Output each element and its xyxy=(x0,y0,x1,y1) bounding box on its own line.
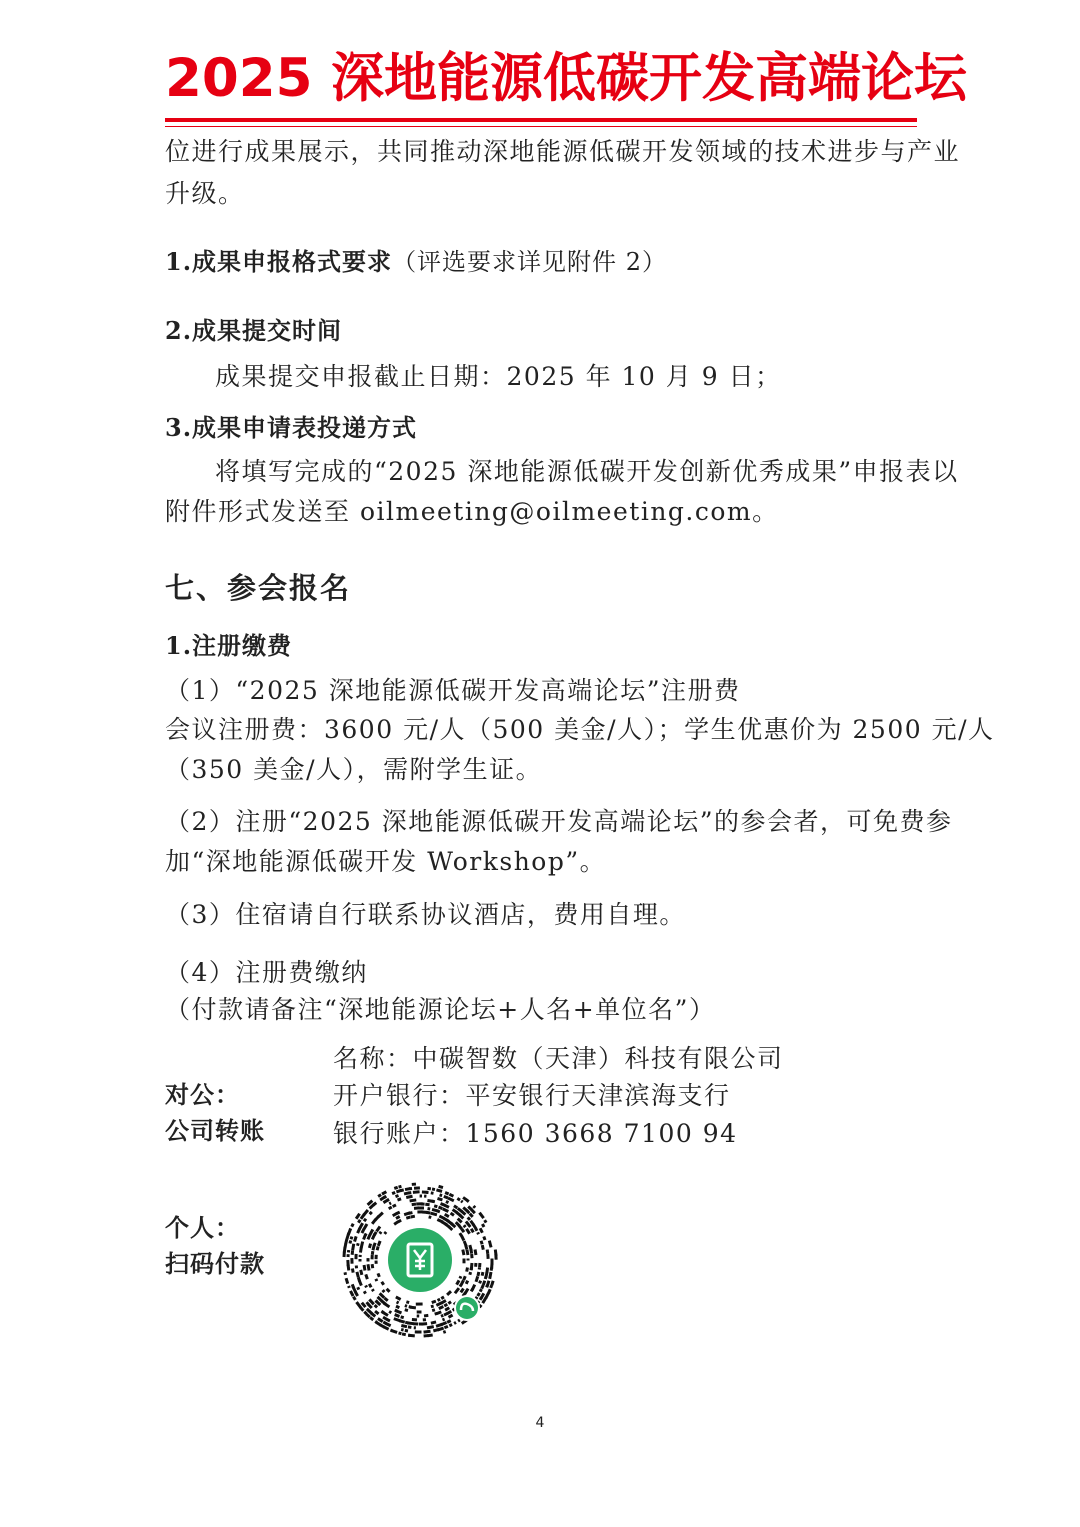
item3-line-2: 附件形式发送至 oilmeeting@oilmeeting.com。 xyxy=(165,497,779,526)
personal-label-2: 扫码付款 xyxy=(165,1249,265,1278)
title-underline-thick xyxy=(165,118,917,122)
personal-label-1: 个人： xyxy=(165,1213,240,1242)
payee-bank: 开户银行：平安银行天津滨海支行 xyxy=(333,1081,731,1110)
qr-code-icon xyxy=(340,1180,500,1340)
page-number: 4 xyxy=(535,1415,545,1431)
intro-line-1: 位进行成果展示，共同推动深地能源低碳开发领域的技术进步与产业 xyxy=(165,137,961,166)
payee-name: 名称：中碳智数（天津）科技有限公司 xyxy=(333,1044,784,1073)
item3-heading: 3.成果申请表投递方式 xyxy=(165,413,418,442)
item2-heading: 2.成果提交时间 xyxy=(165,316,343,345)
corp-label-1: 对公： xyxy=(165,1080,240,1109)
section7-title: 七、参会报名 xyxy=(165,571,352,605)
forum-title-banner: 2025 深地能源低碳开发高端论坛 xyxy=(165,48,967,109)
fee-p1-line-2: （350 美金/人），需附学生证。 xyxy=(165,755,543,784)
item1-note: （评选要求详见附件 2） xyxy=(392,248,667,276)
fee-p4: （4）注册费缴纳 xyxy=(165,958,368,987)
fee-p1-line-1: 会议注册费：3600 元/人（500 美金/人）；学生优惠价为 2500 元/人 xyxy=(165,715,995,744)
item3-line-1: 将填写完成的“2025 深地能源低碳开发创新优秀成果”申报表以 xyxy=(215,457,959,486)
corp-label-2: 公司转账 xyxy=(165,1116,265,1145)
mini-program-icon xyxy=(456,1297,478,1319)
item1-heading xyxy=(165,246,667,278)
item1-heading-text: 1.成果申报格式要求 xyxy=(165,247,393,276)
fee-heading: 1.注册缴费 xyxy=(165,631,293,660)
payment-qr-code[interactable] xyxy=(340,1180,500,1340)
intro-line-2: 升级。 xyxy=(165,179,245,208)
item2-deadline-text: 成果提交申报截止日期：2025 年 10 月 9 日； xyxy=(215,362,782,391)
fee-p4-note: （付款请备注“深地能源论坛+人名+单位名”） xyxy=(165,995,716,1024)
fee-p2-line-1: （2）注册“2025 深地能源低碳开发高端论坛”的参会者，可免费参 xyxy=(165,807,953,836)
title-underline-thin xyxy=(165,126,917,127)
payee-account: 银行账户：1560 3668 7100 94 xyxy=(333,1119,738,1148)
fee-p1-title: （1）“2025 深地能源低碳开发高端论坛”注册费 xyxy=(165,676,741,705)
fee-p2-line-2: 加“深地能源低碳开发 Workshop”。 xyxy=(165,847,607,876)
fee-p3: （3）住宿请自行联系协议酒店，费用自理。 xyxy=(165,900,686,929)
